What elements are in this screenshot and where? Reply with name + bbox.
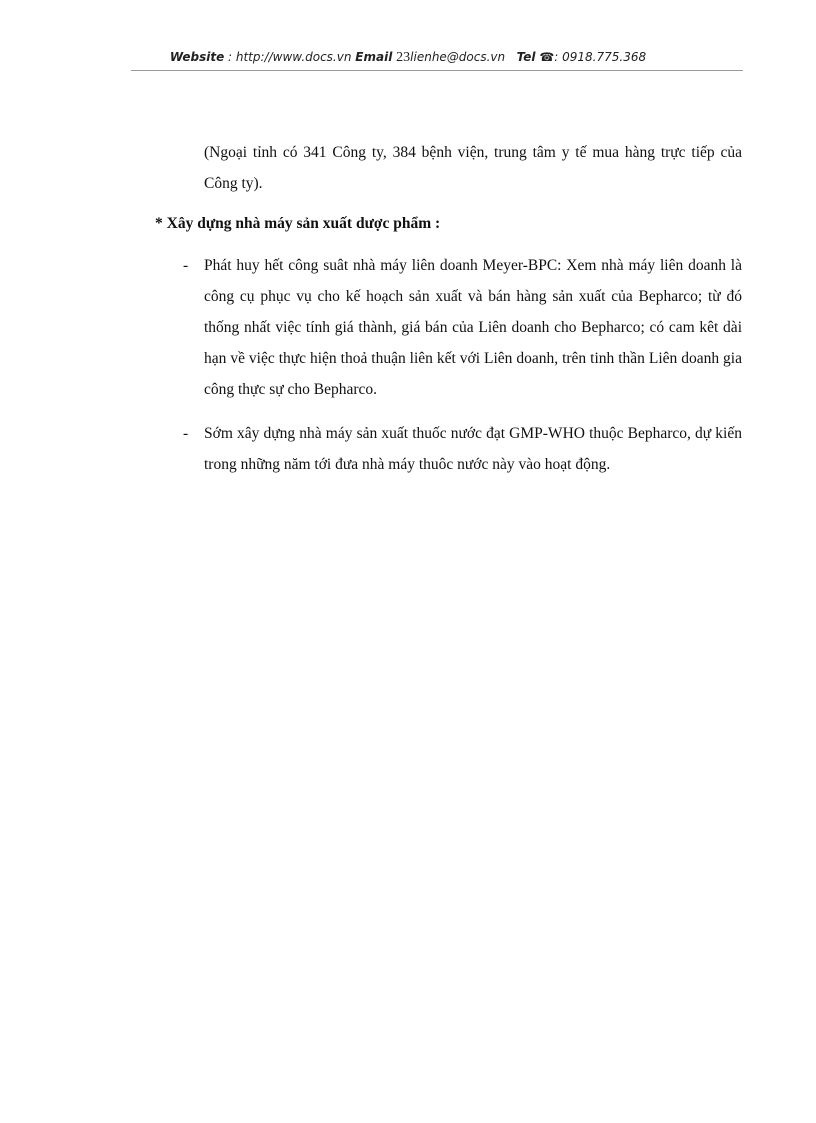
bullet-marker: - (183, 425, 189, 442)
page-header (0, 50, 816, 66)
email-label: Email (355, 50, 393, 64)
section-heading: * Xây dựng nhà máy sản xuất dược phẩm : (155, 215, 441, 232)
bullet-paragraph: Phát huy hết công suât nhà máy liên doanh Meyer-BPC: Xem nhà máy liên doanh là công cụ phục vụ cho kế hoạch sản xuất và bán hàng sản xuất của Bepharco; từ đó thống nhất việc tính giá thành, giá bán của Liên doanh cho Bepharco; có cam kêt dài hạn về việc thực hiện thoả thuận liên kết với Liên doanh, trên tinh thần Liên doanh gia công thực sự cho Bepharco. (204, 257, 742, 398)
tel-value: : 0918.775.368 (554, 50, 647, 64)
page-number: 23 (396, 50, 411, 65)
phone-icon: ☎ (539, 50, 555, 64)
bullet-paragraph: Sớm xây dựng nhà máy sản xuất thuốc nước đạt GMP-WHO thuộc Bepharco, dự kiến trong những năm tới đưa nhà máy thuôc nước này vào hoạt động. (204, 425, 742, 473)
website-url[interactable]: http://www.docs.vn (235, 50, 352, 64)
website-label: Website (169, 50, 225, 64)
intro-paragraph: (Ngoại tỉnh có 341 Công ty, 384 bệnh viện, trung tâm y tế mua hàng trực tiếp của Công ty). (204, 144, 742, 192)
email-value[interactable]: lienhe@docs.vn (410, 50, 506, 64)
website-separator: : (224, 50, 236, 64)
tel-label: Tel (516, 50, 536, 64)
bullet-marker: - (183, 257, 189, 274)
header-divider (131, 70, 743, 71)
